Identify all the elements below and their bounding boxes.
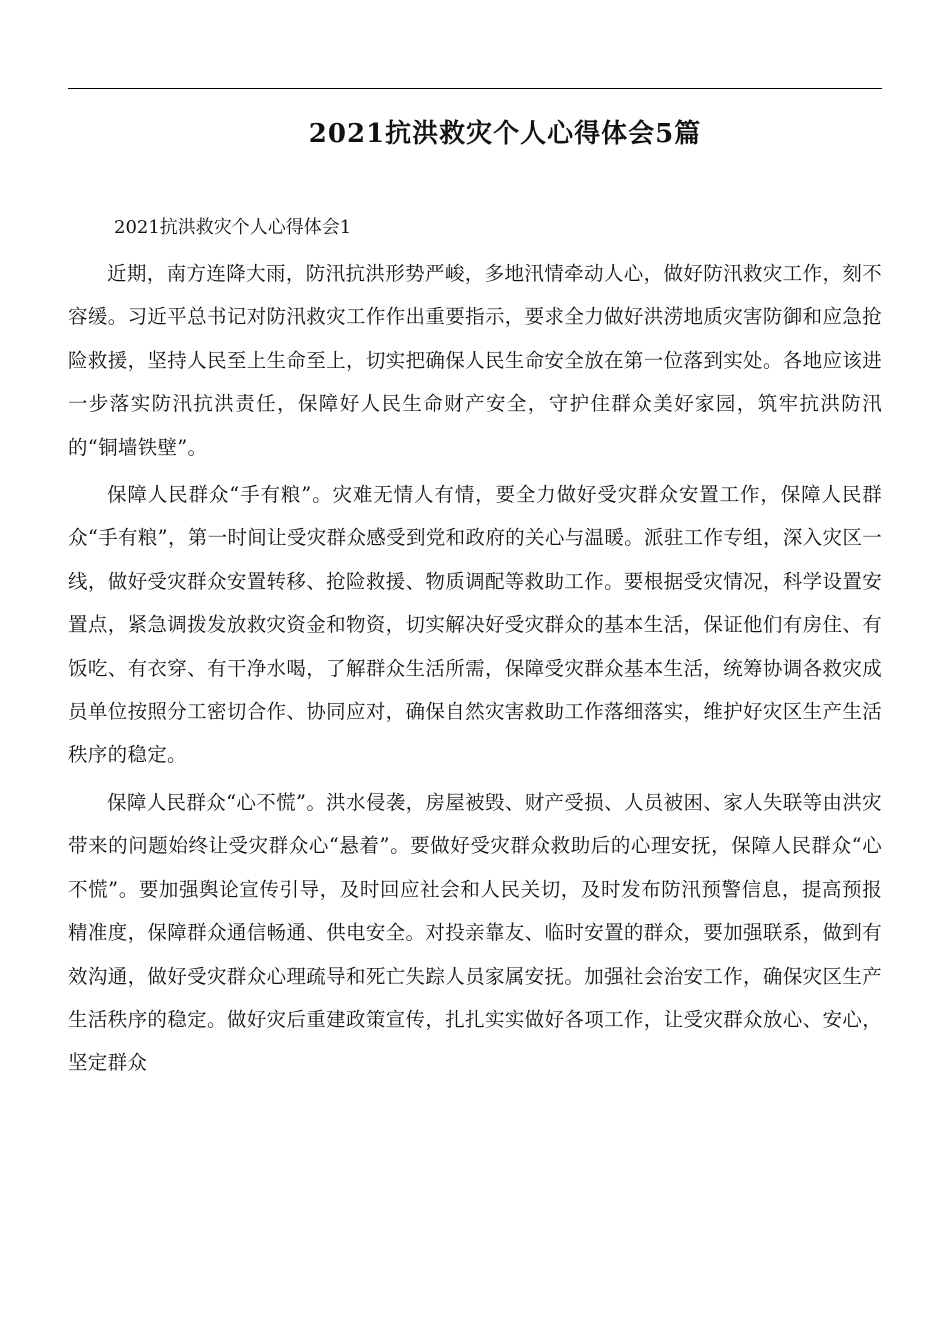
paragraph-1: 近期，南方连降大雨，防汛抗洪形势严峻，多地汛情牵动人心，做好防汛救灾工作，刻不容缓。习近平总书记对防汛救灾工作作出重要指示，要求全力做好洪涝地质灾害防御和应急抢险救援，坚持人民至上生命至上，切实把确保人民生命安全放在第一位落到实处。各地应该进一步落实防汛抗洪责任，保障好人民生命财产安全，守护住群众美好家园，筑牢抗洪防汛的“铜墙铁壁”。 [68,262,882,459]
document-body [68,208,882,1089]
section-heading: 2021抗洪救灾个人心得体会1 [114,217,352,238]
document-title: 2021抗洪救灾个人心得体会5篇 [308,119,702,150]
header-rule [68,88,882,89]
paragraph-3: 保障人民群众“心不慌”。洪水侵袭，房屋被毁、财产受损、人员被困、家人失联等由洪灾带来的问题始终让受灾群众心“悬着”。要做好受灾群众救助后的心理安抚，保障人民群众“心不慌”。要加强舆论宣传引导，及时回应社会和人民关切，及时发布防汛预警信息，提高预报精准度，保障群众通信畅通、供电安全。对投亲靠友、临时安置的群众，要加强联系，做到有效沟通，做好受灾群众心理疏导和死亡失踪人员家属安抚。加强社会治安工作，确保灾区生产生活秩序的稳定。做好灾后重建政策宣传，扎扎实实做好各项工作，让受灾群众放心、安心，坚定群众 [68,790,882,1075]
paragraph-2: 保障人民群众“手有粮”。灾难无情人有情，要全力做好受灾群众安置工作，保障人民群众“手有粮”，第一时间让受灾群众感受到党和政府的关心与温暖。派驻工作专组，深入灾区一线，做好受灾群众安置转移、抢险救援、物质调配等救助工作。要根据受灾情况，科学设置安置点，紧急调拨发放救灾资金和物资，切实解决好受灾群众的基本生活，保证他们有房住、有饭吃、有衣穿、有干净水喝，了解群众生活所需，保障受灾群众基本生活，统筹协调各救灾成员单位按照分工密切合作、协同应对，确保自然灾害救助工作落细落实，维护好灾区生产生活秩序的稳定。 [68,483,882,767]
